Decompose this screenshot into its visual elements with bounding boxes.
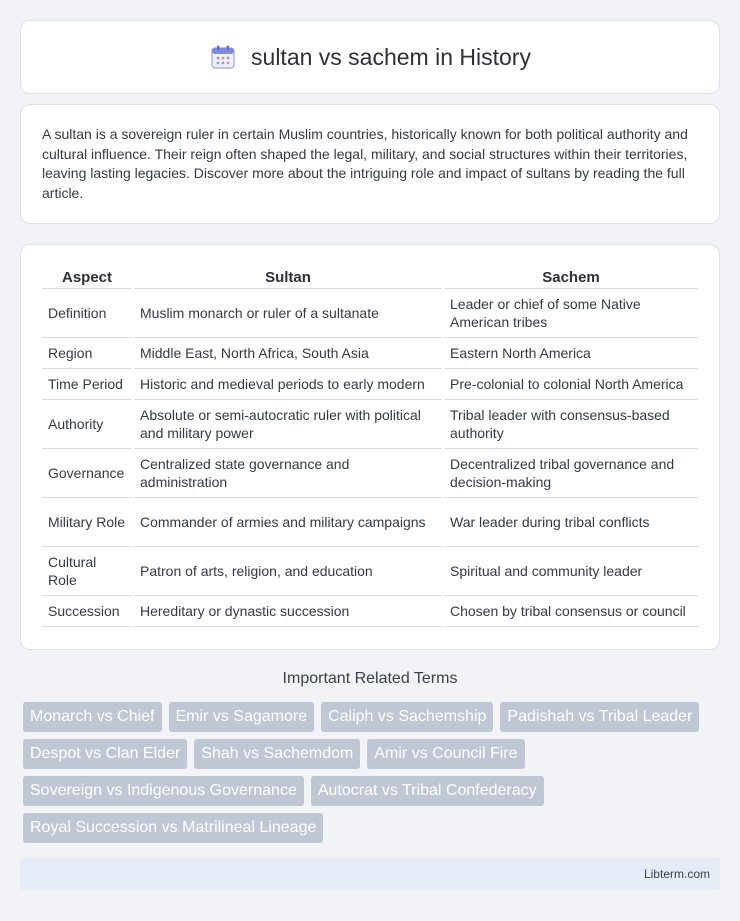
- comparison-table-card: [20, 244, 720, 650]
- table-row: [42, 400, 698, 449]
- cell-aspect: Region: [42, 338, 132, 369]
- related-term-tag[interactable]: Caliph vs Sachemship: [321, 702, 493, 732]
- related-terms-title: Important Related Terms: [282, 670, 458, 687]
- cell-sachem: Tribal leader with consensus-based authority: [444, 400, 698, 449]
- header-card: [20, 20, 720, 94]
- cell-sultan: Muslim monarch or ruler of a sultanate: [134, 289, 442, 338]
- table-row: [42, 289, 698, 338]
- cell-sachem: Pre-colonial to colonial North America: [444, 369, 698, 400]
- cell-sachem: Decentralized tribal governance and decision-making: [444, 449, 698, 498]
- cell-aspect: Cultural Role: [42, 547, 132, 596]
- related-terms-list: [23, 702, 723, 850]
- cell-sachem: Spiritual and community leader: [444, 547, 698, 596]
- related-term-tag[interactable]: Sovereign vs Indigenous Governance: [23, 776, 304, 806]
- header-aspect: Aspect: [42, 263, 132, 289]
- table-row: [42, 547, 698, 596]
- footer: [20, 857, 720, 890]
- cell-aspect: Governance: [42, 449, 132, 498]
- cell-aspect: Time Period: [42, 369, 132, 400]
- cell-sachem: War leader during tribal conflicts: [444, 498, 698, 547]
- calendar-icon: [209, 43, 237, 71]
- related-term-tag[interactable]: Despot vs Clan Elder: [23, 739, 187, 769]
- header-sultan: Sultan: [134, 263, 442, 289]
- cell-aspect: Authority: [42, 400, 132, 449]
- header-inner: [209, 43, 531, 71]
- cell-sultan: Commander of armies and military campaigns: [134, 498, 442, 547]
- header-sachem: Sachem: [444, 263, 698, 289]
- intro-text: A sultan is a sovereign ruler in certain Muslim countries, historically known for both political authority and cultural influence. Their reign often shaped the legal, military, and social structures within their territories, leaving lasting legacies. Discover more about the intriguing role and impact of sultans by reading the full article.: [42, 126, 688, 201]
- table-header-row: [42, 263, 698, 289]
- cell-aspect: Military Role: [42, 498, 132, 547]
- related-term-tag[interactable]: Padishah vs Tribal Leader: [500, 702, 699, 732]
- table-row: [42, 498, 698, 547]
- tag-row: [23, 702, 723, 732]
- related-term-tag[interactable]: Amir vs Council Fire: [367, 739, 524, 769]
- table-row: [42, 338, 698, 369]
- related-term-tag[interactable]: Shah vs Sachemdom: [194, 739, 360, 769]
- intro-card: [20, 104, 720, 224]
- cell-sultan: Centralized state governance and administration: [134, 449, 442, 498]
- table-row: [42, 596, 698, 627]
- cell-sultan: Middle East, North Africa, South Asia: [134, 338, 442, 369]
- cell-sachem: Leader or chief of some Native American tribes: [444, 289, 698, 338]
- table-row: [42, 369, 698, 400]
- cell-sultan: Absolute or semi-autocratic ruler with political and military power: [134, 400, 442, 449]
- cell-sachem: Chosen by tribal consensus or council: [444, 596, 698, 627]
- related-term-tag[interactable]: Royal Succession vs Matrilineal Lineage: [23, 813, 323, 843]
- footer-site-link[interactable]: Libterm.com: [643, 866, 710, 881]
- table-row: [42, 449, 698, 498]
- related-term-tag[interactable]: Autocrat vs Tribal Confederacy: [311, 776, 544, 806]
- related-term-tag[interactable]: Monarch vs Chief: [23, 702, 162, 732]
- cell-aspect: Definition: [42, 289, 132, 338]
- cell-sachem: Eastern North America: [444, 338, 698, 369]
- cell-sultan: Hereditary or dynastic succession: [134, 596, 442, 627]
- page-title: sultan vs sachem in History: [251, 43, 531, 70]
- cell-sultan: Patron of arts, religion, and education: [134, 547, 442, 596]
- tag-row: [23, 776, 723, 806]
- comparison-table: [40, 263, 700, 627]
- related-term-tag[interactable]: Emir vs Sagamore: [169, 702, 315, 732]
- cell-sultan: Historic and medieval periods to early modern: [134, 369, 442, 400]
- tag-row: [23, 739, 723, 769]
- tag-row: [23, 813, 723, 843]
- cell-aspect: Succession: [42, 596, 132, 627]
